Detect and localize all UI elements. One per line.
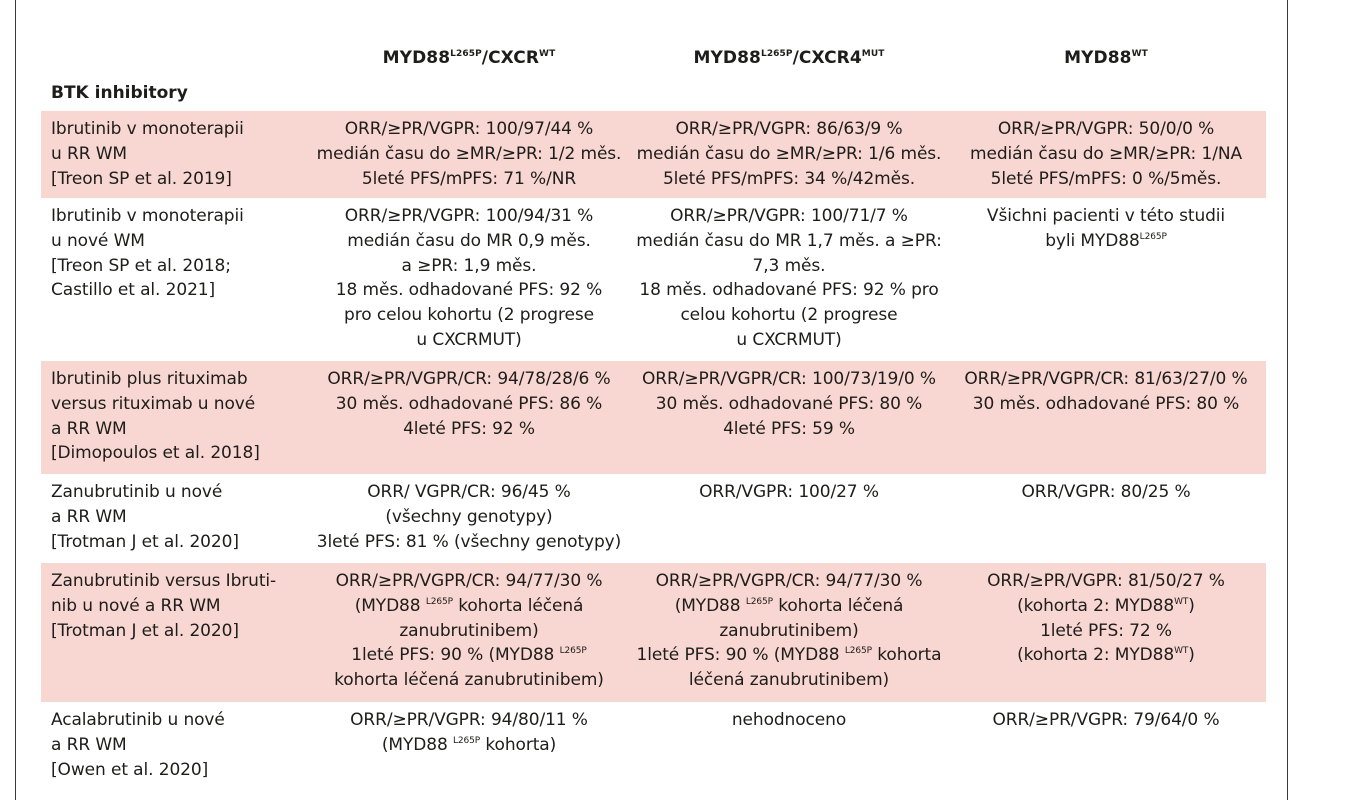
result-line: ORR/≥PR/VGPR/CR: 94/77/30 % <box>335 571 603 591</box>
study-line: [Trotman J et al. 2020] <box>51 531 239 552</box>
study-cell <box>51 117 244 191</box>
column-header-1: $MYD88^{L265P}/CXCR^{WT}$ <box>382 48 556 68</box>
result-cell-col1 <box>309 569 629 693</box>
result-cell-col2 <box>628 117 950 191</box>
result-line: ORR/≥PR/VGPR: 100/97/44 % <box>344 119 594 139</box>
study-line: [Treon SP et al. 2019] <box>51 168 232 189</box>
result-line: 30 měs. odhadované PFS: 86 % <box>335 393 603 414</box>
study-line: Acalabrutinib u nové <box>51 710 225 730</box>
result-line: nehodnoceno <box>731 710 847 730</box>
table-row <box>41 198 1266 361</box>
result-line: 5leté PFS/mPFS: 0 %/5měs. <box>990 168 1222 189</box>
study-line: [Dimopoulos et al. 2018] <box>51 443 260 464</box>
study-cell <box>51 480 239 554</box>
result-line: 30 měs. odhadované PFS: 80 % <box>972 393 1240 414</box>
result-line: ORR/≥PR/VGPR: 100/71/7 % <box>670 206 908 226</box>
result-line: 5leté PFS/mPFS: 71 %/NR <box>361 168 577 189</box>
result-line: (MYD88 $^{L265P}$ kohorta léčená <box>354 595 584 616</box>
study-line: Zanubrutinib versus Ibruti- <box>51 571 277 591</box>
result-line: u CXCRMUT) <box>736 329 842 350</box>
study-line: [Treon SP et al. 2018; <box>51 255 231 276</box>
result-cell-col3 <box>950 117 1262 191</box>
result-line: ORR/≥PR/VGPR: 86/63/9 % <box>675 119 903 139</box>
result-cell-col3 <box>950 480 1262 505</box>
table-row <box>41 361 1266 474</box>
result-cell-col1 <box>309 708 629 758</box>
study-line: a RR WM <box>51 734 127 755</box>
result-line: u CXCRMUT) <box>416 329 522 350</box>
study-cell <box>51 708 225 782</box>
study-line: Ibrutinib v monoterapii <box>51 119 244 139</box>
result-line: a ≥PR: 1,9 měs. <box>401 255 537 276</box>
study-line: Castillo et al. 2021] <box>51 280 216 301</box>
result-line: 4leté PFS: 59 % <box>723 418 855 439</box>
result-line: pro celou kohortu (2 progrese <box>344 305 594 326</box>
result-line: 1leté PFS: 72 % <box>1040 620 1172 641</box>
result-line: Všichni pacienti v této studii <box>986 206 1226 226</box>
result-line: ORR/VGPR: 80/25 % <box>1021 482 1191 502</box>
result-line: (MYD88 $^{L265P}$ kohorta léčená <box>674 595 904 616</box>
result-line: medián času do ≥MR/≥PR: 1/NA <box>970 143 1242 164</box>
result-cell-col3 <box>950 204 1262 254</box>
study-line: Zanubrutinib u nové <box>51 482 223 502</box>
result-cell-col1 <box>309 480 629 554</box>
result-line: medián času do MR 0,9 měs. <box>347 230 591 251</box>
result-line: 30 měs. odhadované PFS: 80 % <box>655 393 923 414</box>
study-line: u nové WM <box>51 230 145 251</box>
result-line: ORR/VGPR: 100/27 % <box>699 482 879 502</box>
study-cell <box>51 367 260 466</box>
table-row <box>41 474 1266 563</box>
result-cell-col1 <box>309 204 629 353</box>
result-line: (kohorta 2: $MYD88^{WT}$) <box>1017 645 1195 666</box>
result-line: 3leté PFS: 81 % (všechny genotypy) <box>316 531 622 552</box>
study-line: a RR WM <box>51 506 127 527</box>
result-line: medián času do MR 1,7 měs. a ≥PR: <box>636 230 942 251</box>
table-row <box>41 702 1266 800</box>
result-line: 1leté PFS: 90 % (MYD88 $^{L265P}$ <box>351 645 587 666</box>
study-cell <box>51 569 276 643</box>
result-cell-col2 <box>628 569 950 693</box>
result-line: ORR/≥PR/VGPR/CR: 94/78/28/6 % <box>327 369 611 389</box>
result-line: kohorta léčená zanubrutinibem) <box>334 670 604 691</box>
result-line: medián času do ≥MR/≥PR: 1/6 měs. <box>636 143 942 164</box>
study-cell <box>51 204 244 303</box>
result-line: (všechny genotypy) <box>385 506 553 527</box>
table-row <box>41 111 1266 198</box>
result-line: ORR/≥PR/VGPR: 79/64/0 % <box>992 710 1220 730</box>
section-title: BTK inhibitory <box>51 83 188 103</box>
result-cell-col1 <box>309 367 629 441</box>
result-line: 4leté PFS: 92 % <box>403 418 535 439</box>
result-cell-col2 <box>628 204 950 353</box>
result-line: ORR/≥PR/VGPR/CR: 100/73/19/0 % <box>642 369 936 389</box>
result-line: ORR/≥PR/VGPR: 50/0/0 % <box>997 119 1215 139</box>
result-line: zanubrutinibem) <box>399 620 539 641</box>
study-line: [Owen et al. 2020] <box>51 759 209 780</box>
study-line: Ibrutinib plus rituximab <box>51 369 248 389</box>
result-cell-col1 <box>309 117 629 191</box>
study-line: Ibrutinib v monoterapii <box>51 206 244 226</box>
result-line: 7,3 měs. <box>752 255 826 276</box>
result-line: ORR/≥PR/VGPR/CR: 94/77/30 % <box>655 571 923 591</box>
result-line: (MYD88 $^{L265P}$ kohorta) <box>381 734 557 755</box>
result-line: celou kohortu (2 progrese <box>680 305 898 326</box>
study-line: versus rituximab u nové <box>51 393 256 414</box>
result-line: 18 měs. odhadované PFS: 92 % <box>335 280 603 301</box>
result-line: byli $MYD88^{L265P}$ <box>1045 230 1167 251</box>
study-line: [Trotman J et al. 2020] <box>51 620 239 641</box>
result-line: zanubrutinibem) <box>719 620 859 641</box>
result-line: ORR/≥PR/VGPR: 81/50/27 % <box>987 571 1225 591</box>
result-cell-col2 <box>628 708 950 733</box>
result-cell-col3 <box>950 367 1262 417</box>
result-line: medián času do ≥MR/≥PR: 1/2 měs. <box>316 143 622 164</box>
result-cell-col2 <box>628 480 950 505</box>
study-line: u RR WM <box>51 143 127 164</box>
column-header-3: $MYD88^{WT}$ <box>1064 48 1148 68</box>
result-line: ORR/≥PR/VGPR: 100/94/31 % <box>344 206 594 226</box>
result-line: ORR/≥PR/VGPR/CR: 81/63/27/0 % <box>964 369 1248 389</box>
result-line: ORR/≥PR/VGPR: 94/80/11 % <box>350 710 588 730</box>
result-line: ORR/ VGPR/CR: 96/45 % <box>367 482 571 502</box>
result-line: 18 měs. odhadované PFS: 92 % pro <box>639 280 939 301</box>
column-header-2: $MYD88^{L265P}/CXCR4^{MUT}$ <box>693 48 885 68</box>
result-line: 5leté PFS/mPFS: 34 %/42měs. <box>662 168 916 189</box>
result-cell-col3 <box>950 569 1262 668</box>
result-line: (kohorta 2: $MYD88^{WT}$) <box>1017 595 1195 616</box>
study-line: nib u nové a RR WM <box>51 595 221 616</box>
result-line: léčená zanubrutinibem) <box>688 670 890 691</box>
study-line: a RR WM <box>51 418 127 439</box>
table-row <box>41 563 1266 702</box>
result-cell-col2 <box>628 367 950 441</box>
result-cell-col3 <box>950 708 1262 733</box>
result-line: 1leté PFS: 90 % (MYD88 $^{L265P}$ kohorta <box>636 645 942 666</box>
